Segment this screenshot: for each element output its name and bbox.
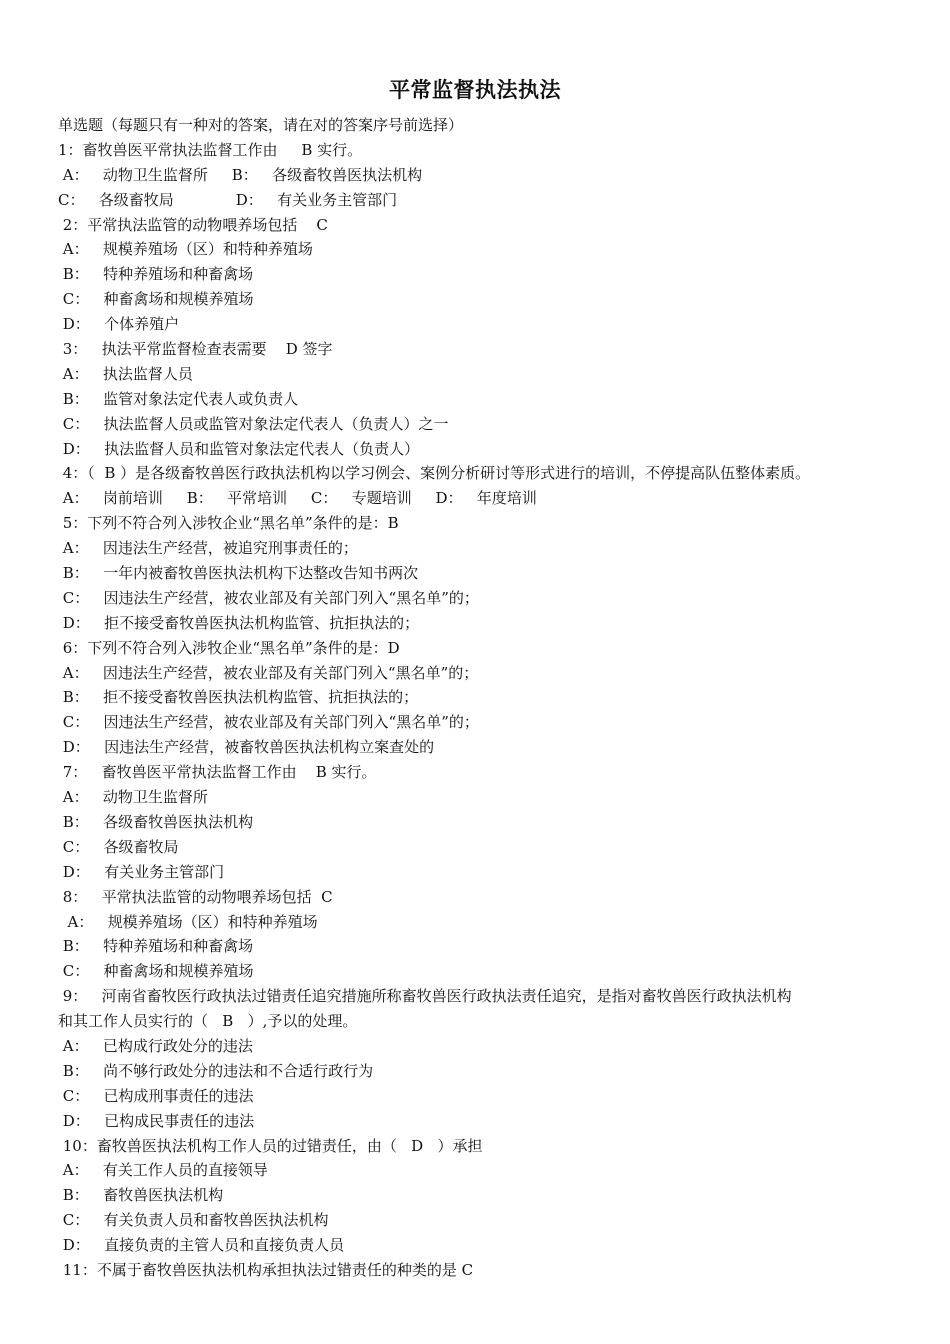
text-line: B： 特种养殖场和种畜禽场: [58, 937, 254, 956]
text-line: A： 执法监督人员: [58, 364, 193, 383]
text-line: A： 规模养殖场（区）和特种养殖场: [58, 912, 318, 931]
text-line: B： 各级畜牧兽医执法机构: [58, 812, 254, 831]
document-title: 平常监督执法执法: [389, 77, 561, 102]
text-line: A： 动物卫生监督所: [58, 788, 208, 807]
text-line: 8： 平常执法监管的动物喂养场包括 C: [58, 887, 333, 906]
text-line: 4：（ B ）是各级畜牧兽医行政执法机构以学习例会、案例分析研讨等形式进行的培训，不停提高队伍整体素质。: [58, 464, 811, 483]
text-line: B： 尚不够行政处分的违法和不合适行政行为: [58, 1061, 374, 1080]
text-line: D： 直接负责的主管人员和直接负责人员: [58, 1236, 345, 1255]
text-line: A： 有关工作人员的直接领导: [58, 1161, 268, 1180]
text-line: A： 动物卫生监督所 B： 各级畜牧兽医执法机构: [58, 165, 423, 184]
text-line: A： 因违法生产经营，被农业部及有关部门列入“黑名单”的；: [58, 663, 479, 682]
text-line: 10：畜牧兽医执法机构工作人员的过错责任，由（ D ）承担: [58, 1136, 483, 1155]
text-line: A： 因违法生产经营，被追究刑事责任的；: [58, 539, 358, 558]
text-line: 2：平常执法监管的动物喂养场包括 C: [58, 215, 328, 234]
text-line: B： 监管对象法定代表人或负责人: [58, 389, 299, 408]
text-line: B： 特种养殖场和种畜禽场: [58, 265, 254, 284]
text-line: D： 拒不接受畜牧兽医执法机构监管、抗拒执法的；: [58, 613, 420, 632]
text-line: D： 执法监督人员和监管对象法定代表人（负责人）: [58, 439, 420, 458]
text-line: D： 因违法生产经营，被畜牧兽医执法机构立案查处的: [58, 738, 435, 757]
text-line: C： 各级畜牧局: [58, 837, 179, 856]
text-line: C： 各级畜牧局 D： 有关业务主管部门: [58, 190, 398, 209]
text-line: 5：下列不符合列入涉牧企业“黑名单”条件的是：B: [58, 514, 399, 533]
text-line: C： 因违法生产经营，被农业部及有关部门列入“黑名单”的；: [58, 588, 479, 607]
text-line: A： 已构成行政处分的违法: [58, 1036, 253, 1055]
text-line: C： 因违法生产经营，被农业部及有关部门列入“黑名单”的；: [58, 713, 479, 732]
text-line: A： 规模养殖场（区）和特种养殖场: [58, 240, 313, 259]
text-line: D： 已构成民事责任的违法: [58, 1111, 255, 1130]
text-line: B： 畜牧兽医执法机构: [58, 1186, 224, 1205]
document-body: [58, 113, 898, 1283]
text-line: A： 岗前培训 B： 平常培训 C： 专题培训 D： 年度培训: [58, 489, 537, 508]
text-line: C： 执法监督人员或监管对象法定代表人（负责人）之一: [58, 414, 449, 433]
text-line: B： 拒不接受畜牧兽医执法机构监管、抗拒执法的；: [58, 688, 419, 707]
text-line: C： 有关负责人员和畜牧兽医执法机构: [58, 1211, 329, 1230]
text-line: C： 种畜禽场和规模养殖场: [58, 962, 254, 981]
text-line: 3： 执法平常监督检查表需要 D 签字: [58, 340, 333, 359]
text-line: 7： 畜牧兽医平常执法监督工作由 B 实行。: [58, 763, 377, 782]
text-line: C： 已构成刑事责任的违法: [58, 1086, 254, 1105]
text-line: 9： 河南省畜牧医行政执法过错责任追究措施所称畜牧兽医行政执法责任追究，是指对畜牧兽医行政执法机构: [58, 987, 792, 1006]
text-line: B： 一年内被畜牧兽医执法机构下达整改告知书两次: [58, 564, 419, 583]
text-line: D： 个体养殖户: [58, 315, 180, 334]
text-line: 11：不属于畜牧兽医执法机构承担执法过错责任的种类的是 C: [58, 1260, 474, 1279]
text-line: 单选题（每题只有一种对的答案，请在对的答案序号前选择）: [58, 116, 464, 134]
text-line: 1：畜牧兽医平常执法监督工作由 B 实行。: [58, 140, 363, 159]
text-line: 和其工作人员实行的（ B ）,予以的处理。: [58, 1012, 358, 1031]
text-line: C： 种畜禽场和规模养殖场: [58, 290, 254, 309]
text-line: 6：下列不符合列入涉牧企业“黑名单”条件的是：D: [58, 638, 400, 657]
text-line: D： 有关业务主管部门: [58, 862, 225, 881]
